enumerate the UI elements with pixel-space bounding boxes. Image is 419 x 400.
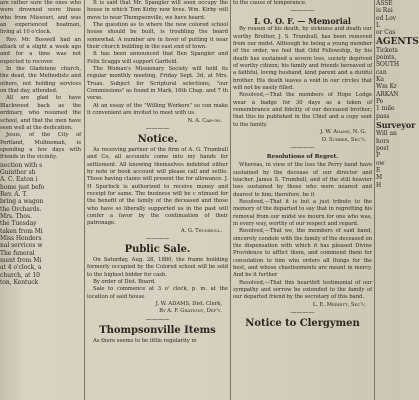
paragraph: are rather sure the ones who were drowned were those who from Missouri, and was an experienced boatman, living at 10 o'clock. [0,0,81,36]
text-line: A. C. Eaton i [0,176,38,184]
regret-resolution: Resolved,—That it is but a just tribute to the memory of the departed to say that in regretting his removal from our midst we mourn for one who was, in every way, worthy of our respect and regard. [233,198,372,227]
notice-heading: Notice. [137,133,178,145]
text-line: The funeral [0,249,35,257]
signature: N. A. Cab-on. [187,117,222,124]
news-item: It has been announced that Ben Spangler and Felix Scaggs will support Garfield. [87,51,228,65]
text-line: Ka [376,76,384,84]
memorial-text: By reason of his death, by sickness and death our worthy Brother, J. S. Trumbull, has been removed from our midst. Although he being a young member of the order, we feel that Odd Fellowship, by his death has sustained a severe loss, society deprived of worthy citizen; his family and friends bereaved of a faithful, loving husband, kind parent and a dutiful brother. His death leaves a void in our circles that will not be easily filled. [233,26,372,92]
divider: ———— [145,234,170,242]
column-rule [84,0,85,400]
signature: A. G. Trumbull. [180,227,222,234]
text-line: Will an [376,130,397,138]
text-line: nection with s [0,161,43,169]
text-line: M [376,174,383,182]
text-line: points, [376,54,397,62]
agents-heading: AGENTS [376,36,419,47]
paragraph: All are glad to have Blackwood back as the ordinary, who resumed the school, and that the men have seen well at the dedication. [0,95,81,131]
text-line: 1 mile [376,105,395,113]
side-line: L [376,22,380,30]
text-line: ow [376,159,385,167]
ioof-memorial-heading: I. O. O. F. — Memorial [254,16,351,27]
regret-resolution: Resolved,—That this heartfelt testimonial of our sympathy and sorrow be extended to the family of our departed friend by the secretary of this band. [233,279,372,301]
cropped-lines [0,162,81,287]
text-line: Rev. A. T. [0,190,28,198]
text-line: Guinther sh [0,168,36,176]
text-line: home just befo [0,183,45,191]
news-item: At an essay of the "Willing Workers" so con make it convenient are invited to meet with us. [87,102,228,117]
text-line: taken from Mi [0,227,43,235]
paragraph: Rev. Mr. Boswell had an attack of a slight a week ago and for a time was not expected to recover. [0,36,81,65]
divider: ———— [290,143,315,151]
text-line: bring a wagon [0,198,44,206]
signature: By A. F. Gratigny, Dep'y. [159,308,222,315]
thompsonville-heading: Thompsonville Items [99,324,216,336]
text-line: ARKAN [376,90,399,98]
signature: J. W. Adams, N. G. [320,129,366,136]
sale-order: By order of Dist. Board. [93,279,156,285]
text-line: nal services w [0,242,43,250]
text-line: E [376,166,381,174]
news-item: The question as to where the new colored school house should be built, is troubling the board somewhat. A number are in favor of putting it near their church building in the east end of town. [87,22,228,51]
side-line: or Cas [376,29,396,37]
thompsonville-text: As there seems to be little regularity in [93,337,197,344]
paragraph: Jesus, of the City of Portland, Multnomah, is spending a few days with friends in the vicinity. [0,132,81,161]
divider: ———— [145,124,170,132]
clergymen-heading: Notice to Clergymen [245,318,360,330]
side-line: ASSE [376,0,393,7]
side-line: ed Lov [376,14,396,22]
column-center [87,0,228,400]
surveyor-heading: Surveyor [376,120,416,131]
surveyor-lines [376,130,400,189]
divider: ———— [290,309,315,317]
text-line: Tickets [376,46,398,54]
regret-text: Whereas, in view of the loss the Perry band have sustained by the decease of our director and teacher, James S. Trumbull, and of the still heavier loss sustained by those who were nearest and dearest to him; therefore, be it [233,162,372,198]
side-line: is Rai [376,7,393,15]
text-line: the Tuesday [0,220,37,228]
text-line: post [376,144,389,152]
column-right [233,0,372,400]
text-line: Pe [376,98,384,106]
agents-lines [376,47,400,120]
sale-time: Sale to commence at 3 o' clock, p. m. at the location of said house. [87,286,228,300]
text-line: can [376,68,387,76]
news-item: The Woman's Missionary Society will hold its regular monthly meeting, Friday Sept. 3d, at Mrs. Truax. Subject for Scriptural selections, "our Commissions" as found in Mark, 16th Chap. and 7 th verse. [87,66,228,102]
signature: D. Surber, Sec'y. [321,136,366,143]
divider: ———— [145,315,170,323]
notice-text: As receiving partner of the firm of A. G. Trumbull and Co, all accounts come into my hands for settlement. All knowing themselves indebted either by note or book account will please call and settle. Those having claims will present the for allowance. J. H Spurlock is authorized to receive money and receipt for same. The business will be c ntinued for the benefit of the family of the deceased and those who have so liberally supported us in the past will confer a favor by the continuation of their patronage. [87,146,228,227]
news-item: It is said that Mr. Spangler will soon occupy the house in which Tom Kirby now lives. Wm. Kirby will move to near Thompsonville, we have heard. [87,0,228,21]
text-line: the Orchards. [0,205,42,213]
regret-heading: Resolutions of Regret. [266,153,339,160]
column-far-right [376,0,419,400]
public-sale-heading: Public Sale. [124,243,191,255]
regret-resolution: Resolved,—That we, the members of said band, sincerely condole with the family of the deceased on the dispensation with which it has pleased Divine Providence to afflict them, and commend them for consolation to him who orders all things for the best, and whose chastisements are meant in mercy. And be it further [233,228,372,279]
text-line: ton, Kentuck [0,279,39,287]
column-rule [374,0,375,400]
text-line: pass [376,112,390,120]
memorial-resolution: Resolved,—That the members of Hope Lodge wear a badge for 30 days as a token of remembrance and fidelity of our deceased brother; that this be published in the Chief and a copy sent to the family. [233,92,372,128]
signature: L. E. Merritt, Sec'y. [312,301,366,308]
text-line: Wm Kr [376,83,397,91]
text-line: Mrs. Thos. [0,212,32,220]
text-line: H [376,181,382,189]
text-line: ment from Mi [0,257,42,265]
text-line: Miss Henders [0,235,42,242]
text-line: P [376,152,380,160]
paragraph: to the cause of temperance. [233,0,307,6]
text-line: SOUTH [376,61,400,69]
signature: J. W. ADAMS, Dist. Clerk, [155,301,222,308]
text-line: hors [376,137,390,145]
column-left [0,0,81,400]
divider: ———— [290,7,315,15]
text-line: church, at 10 [0,271,40,279]
paragraph: In the Gladstone church, the dead, the Methodists and others, not holding services on that day, attended. [0,66,81,95]
sale-text: On Saturday, Aug. 28, 1880, the frame building formerly occupied by the Colored school will be sold to the highest bidder for cash. [87,256,228,278]
column-rule [230,0,231,400]
text-line: at 4 o'clock, a [0,264,42,272]
